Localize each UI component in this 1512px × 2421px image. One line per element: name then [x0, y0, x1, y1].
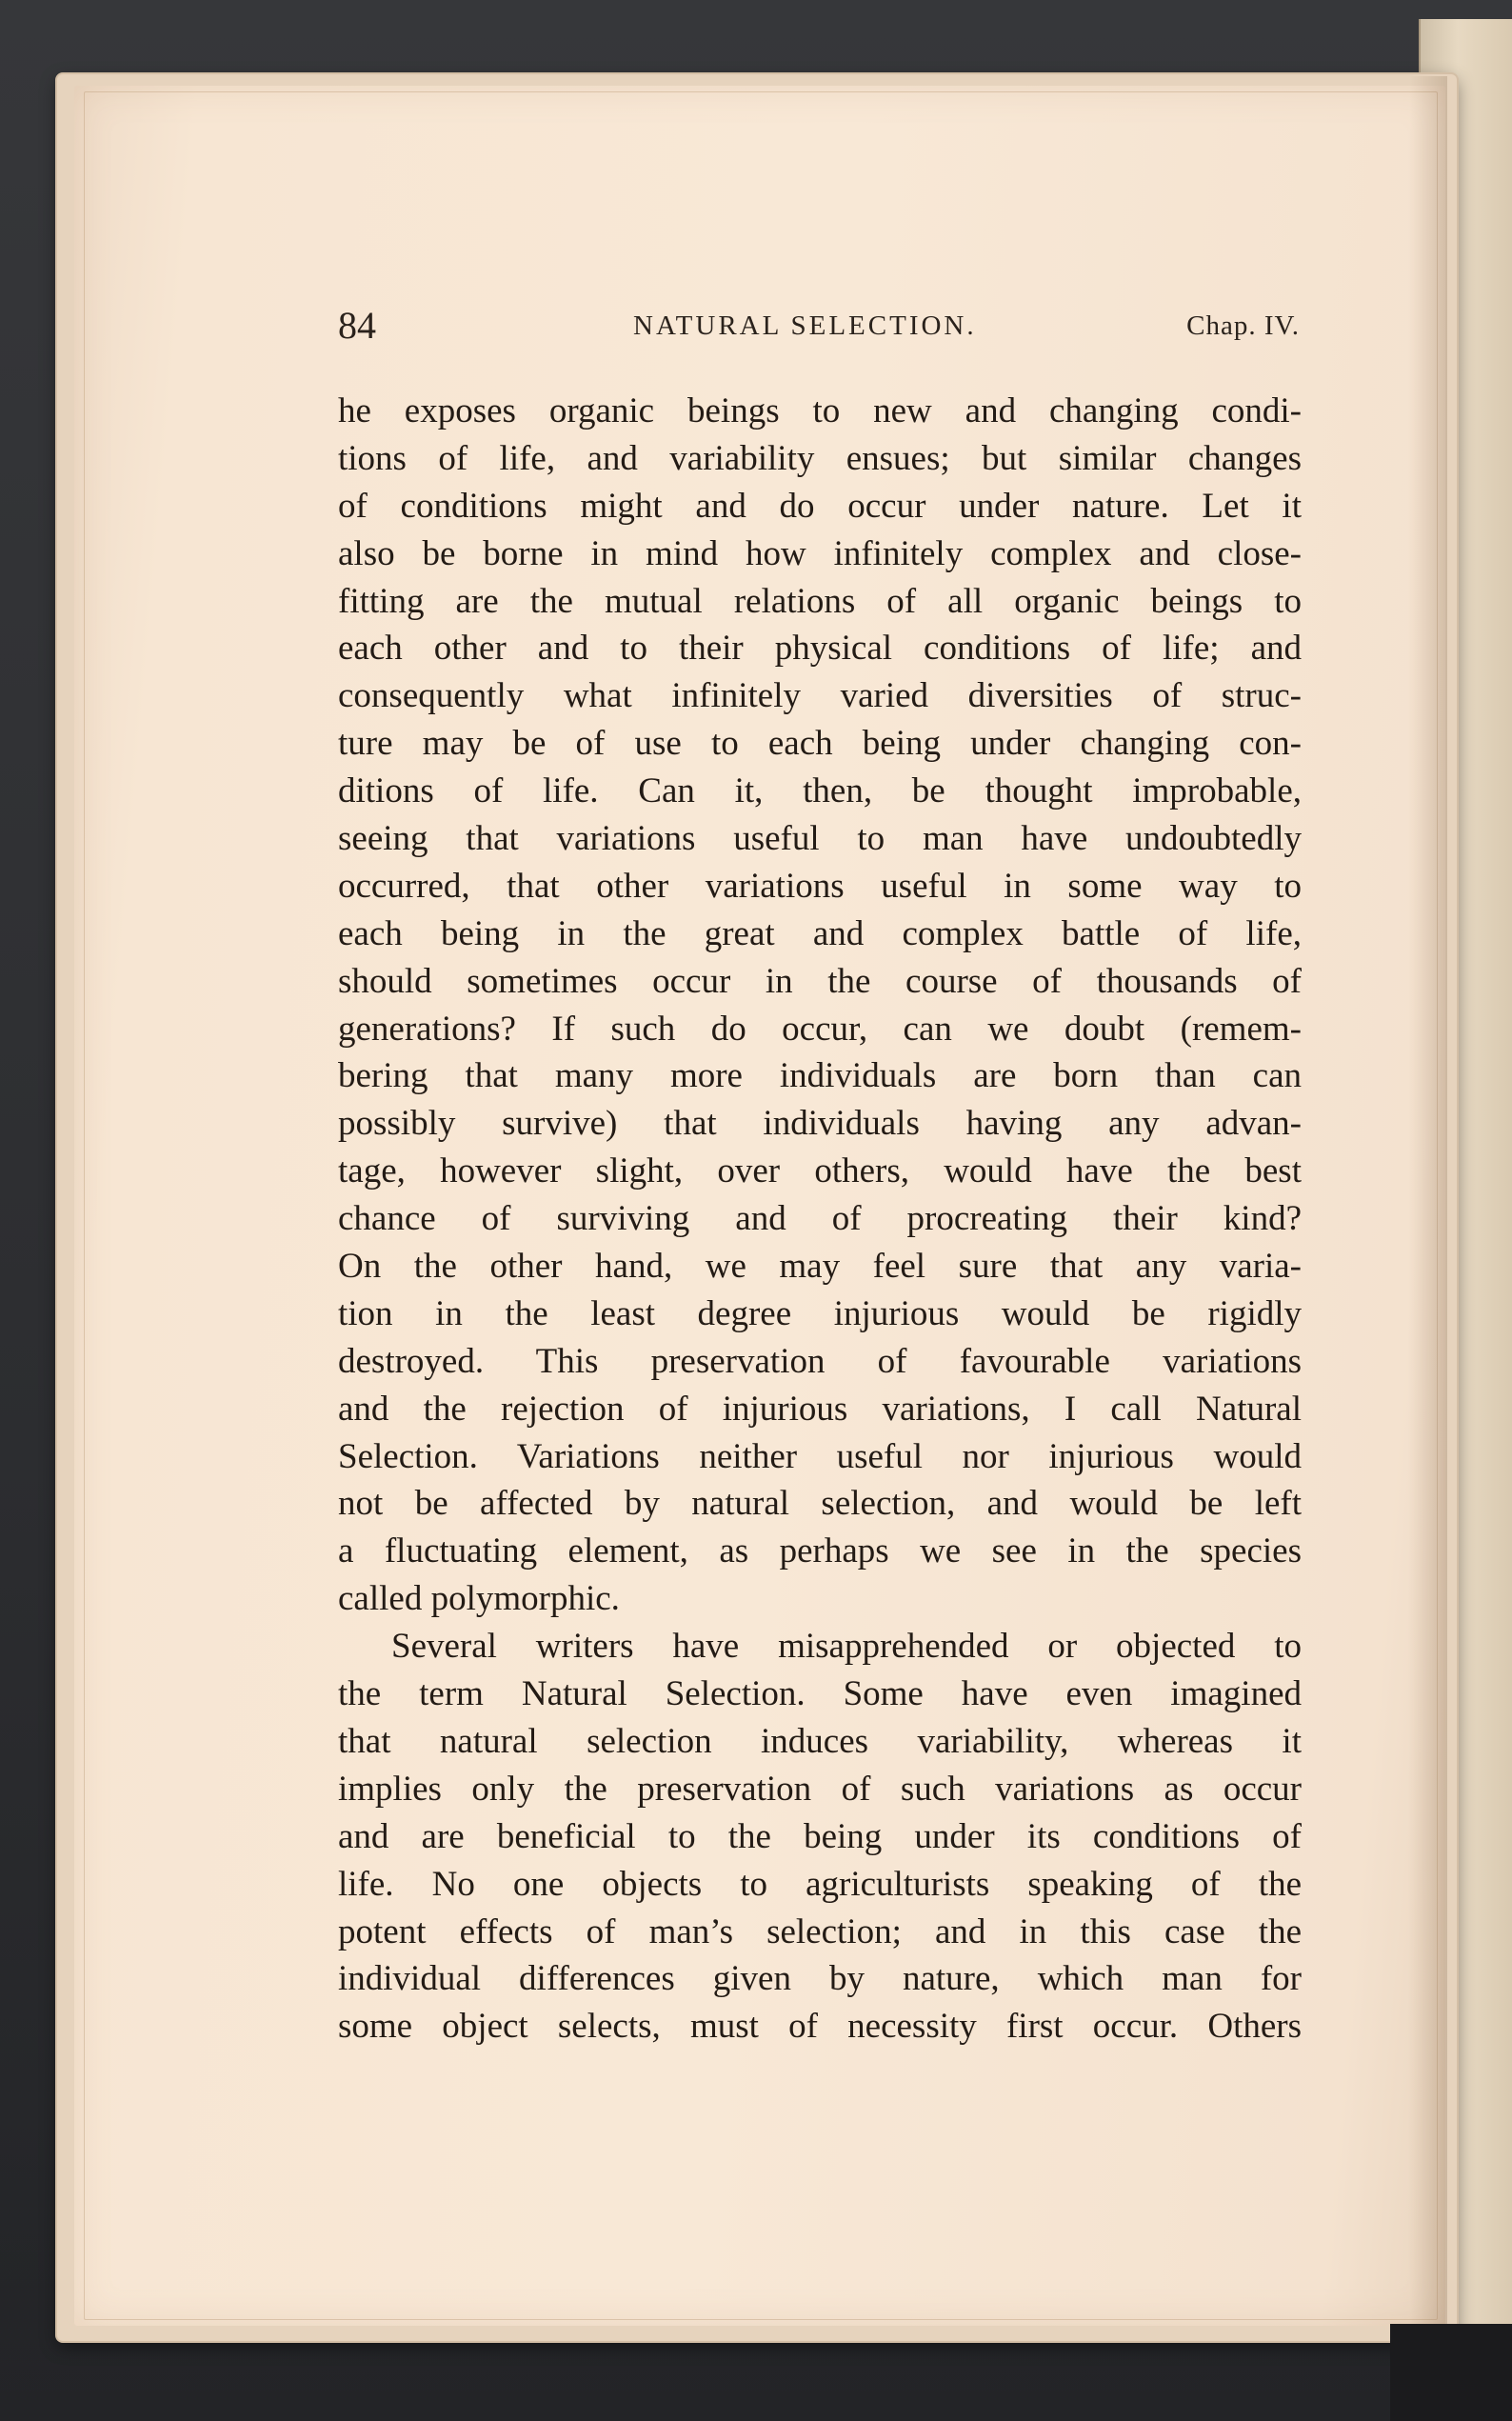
- text-line: tions of life, and variability ensues; but similar changes: [338, 438, 1302, 478]
- text-line: tion in the least degree injurious would be rigidly: [338, 1293, 1302, 1333]
- text-line: On the other hand, we may feel sure that any varia-: [338, 1247, 1302, 1287]
- page-number: 84: [338, 304, 376, 347]
- text-line: fitting are the mutual relations of all organic beings to: [338, 581, 1302, 621]
- text-line: that natural selection induces variability, whereas it: [338, 1721, 1302, 1761]
- text-line: each being in the great and complex battle of life,: [338, 913, 1302, 953]
- text-line: seeing that variations useful to man have undoubtedly: [338, 819, 1302, 859]
- text-line: possibly survive) that individuals having any advan-: [338, 1104, 1302, 1144]
- text-line: not be affected by natural selection, and would be left: [338, 1484, 1302, 1524]
- text-line: destroyed. This preservation of favourable variations: [338, 1341, 1302, 1381]
- paragraph-end-line: called polymorphic.: [338, 1579, 620, 1619]
- text-line: a fluctuating element, as perhaps we see in the species: [338, 1531, 1302, 1571]
- text-line: life. No one objects to agriculturists speaking of the: [338, 1864, 1302, 1904]
- text-line: tage, however slight, over others, would have the best: [338, 1151, 1302, 1191]
- text-line: ture may be of use to each being under changing con-: [338, 724, 1302, 764]
- running-title: NATURAL SELECTION.: [633, 310, 977, 341]
- chapter-label: Chap. IV.: [1186, 310, 1300, 341]
- text-line: and the rejection of injurious variations, I call Natural: [338, 1389, 1302, 1429]
- text-line: also be borne in mind how infinitely complex and close-: [338, 533, 1302, 573]
- text-line: bering that many more individuals are born than can: [338, 1056, 1302, 1096]
- text-line: he exposes organic beings to new and changing condi-: [338, 391, 1302, 430]
- text-line: occurred, that other variations useful in some way to: [338, 866, 1302, 906]
- text-line: potent effects of man’s selection; and in this case the: [338, 1911, 1302, 1951]
- text-line: individual differences given by nature, which man for: [338, 1959, 1302, 1999]
- text-line: implies only the preservation of such variations as occur: [338, 1769, 1302, 1809]
- text-line: of conditions might and do occur under nature. Let it: [338, 486, 1302, 526]
- paragraph-start-line: Several writers have misapprehended or objected to: [391, 1627, 1302, 1667]
- text-line: should sometimes occur in the course of thousands of: [338, 961, 1302, 1001]
- text-line: generations? If such do occur, can we doubt (remem-: [338, 1009, 1302, 1049]
- text-line: and are beneficial to the being under its conditions of: [338, 1816, 1302, 1856]
- text-line: each other and to their physical conditions of life; and: [338, 629, 1302, 669]
- running-head: [338, 303, 1300, 350]
- text-line: ditions of life. Can it, then, be thought improbable,: [338, 771, 1302, 811]
- text-line: some object selects, must of necessity first occur. Others: [338, 2007, 1302, 2047]
- background-corner: [1390, 2324, 1512, 2421]
- text-line: chance of surviving and of procreating their kind?: [338, 1199, 1302, 1239]
- body-text: [338, 388, 1302, 2051]
- text-line: Selection. Variations neither useful nor injurious would: [338, 1436, 1302, 1476]
- text-line: consequently what infinitely varied diversities of struc-: [338, 676, 1302, 716]
- text-line: the term Natural Selection. Some have even imagined: [338, 1674, 1302, 1714]
